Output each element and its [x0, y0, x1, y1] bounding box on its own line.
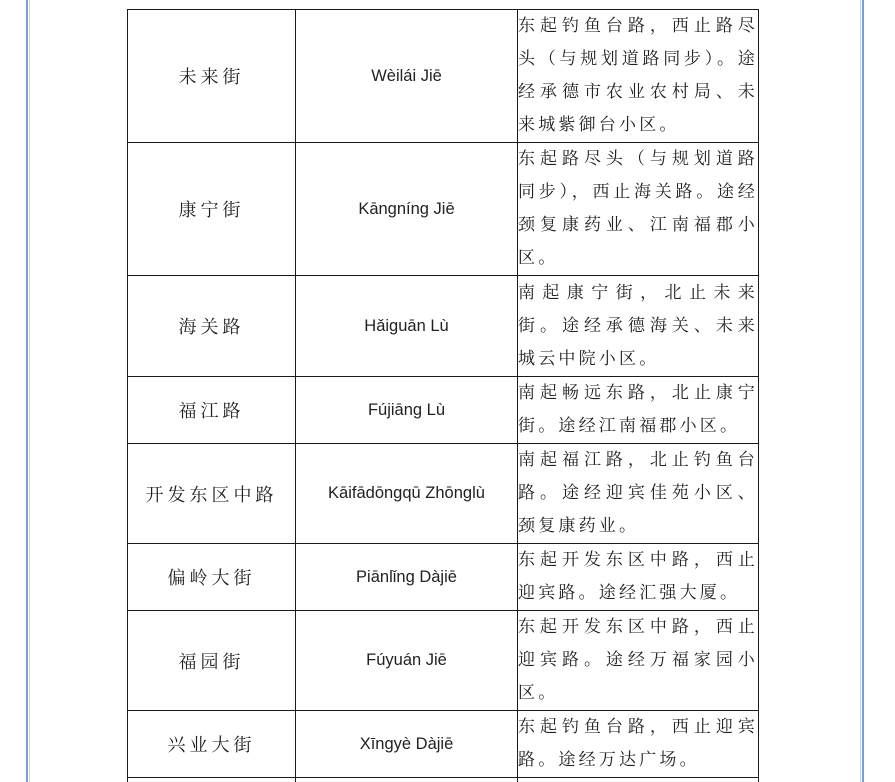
- table-row: [128, 10, 759, 143]
- street-name-cell: 偏岭大街: [128, 544, 296, 611]
- description-text: 东起开发东区中路，西止迎宾路。途经汇强大厦。: [518, 550, 758, 603]
- description-text: 东起路尽头（与规划道路同步），西止海关路。途经颈复康药业、江南福郡小区。: [518, 149, 758, 268]
- table-row: [128, 778, 759, 782]
- description-cell: [518, 778, 759, 782]
- street-name-table: [127, 9, 759, 782]
- description-cell: [518, 10, 759, 143]
- table-row: [128, 611, 759, 711]
- page-border-right: [862, 0, 864, 782]
- pinyin-cell: [296, 778, 518, 782]
- page-border-left: [26, 0, 28, 782]
- description-text: 东起开发东区中路，西止迎宾路。途经万福家园小区。: [518, 617, 758, 703]
- street-name-cell: 福园街: [128, 611, 296, 711]
- table-row: [128, 276, 759, 377]
- pinyin-cell: Kāifādōngqū Zhōnglù: [296, 444, 518, 544]
- description-cell: [518, 444, 759, 544]
- table-row: [128, 377, 759, 444]
- street-name-cell: 海关路: [128, 276, 296, 377]
- pinyin-cell: Fújiāng Lù: [296, 377, 518, 444]
- description-cell: [518, 377, 759, 444]
- pinyin-cell: Kāngníng Jiē: [296, 143, 518, 276]
- page-border-left-inner: [29, 0, 30, 782]
- table-row: [128, 711, 759, 778]
- pinyin-cell: Piānlǐng Dàjiē: [296, 544, 518, 611]
- description-text: 南起畅远东路，北止康宁街。途经江南福郡小区。: [518, 383, 758, 436]
- table-row: [128, 544, 759, 611]
- pinyin-cell: Wèilái Jiē: [296, 10, 518, 143]
- table-row: [128, 143, 759, 276]
- street-name-cell: [128, 778, 296, 782]
- description-cell: [518, 711, 759, 778]
- street-name-cell: 兴业大街: [128, 711, 296, 778]
- description-cell: [518, 611, 759, 711]
- street-name-cell: 未来街: [128, 10, 296, 143]
- description-cell: [518, 276, 759, 377]
- description-text: 南起福江路，北止钓鱼台路。途经迎宾佳苑小区、颈复康药业。: [518, 450, 758, 536]
- street-name-cell: 康宁街: [128, 143, 296, 276]
- description-text: 南起康宁街，北止未来街。途经承德海关、未来城云中院小区。: [518, 282, 758, 369]
- page-border-right-inner: [860, 0, 861, 782]
- description-text: 东起钓鱼台路，西止路尽头（与规划道路同步）。途经承德市农业农村局、未来城紫御台小区。: [518, 16, 758, 135]
- pinyin-cell: Hǎiguān Lù: [296, 276, 518, 377]
- description-cell: [518, 544, 759, 611]
- street-name-cell: 开发东区中路: [128, 444, 296, 544]
- street-name-cell: 福江路: [128, 377, 296, 444]
- table-row: [128, 444, 759, 544]
- description-text: 东起钓鱼台路，西止迎宾路。途经万达广场。: [518, 717, 758, 770]
- description-cell: [518, 143, 759, 276]
- pinyin-cell: Xīngyè Dàjiē: [296, 711, 518, 778]
- pinyin-cell: Fúyuán Jiē: [296, 611, 518, 711]
